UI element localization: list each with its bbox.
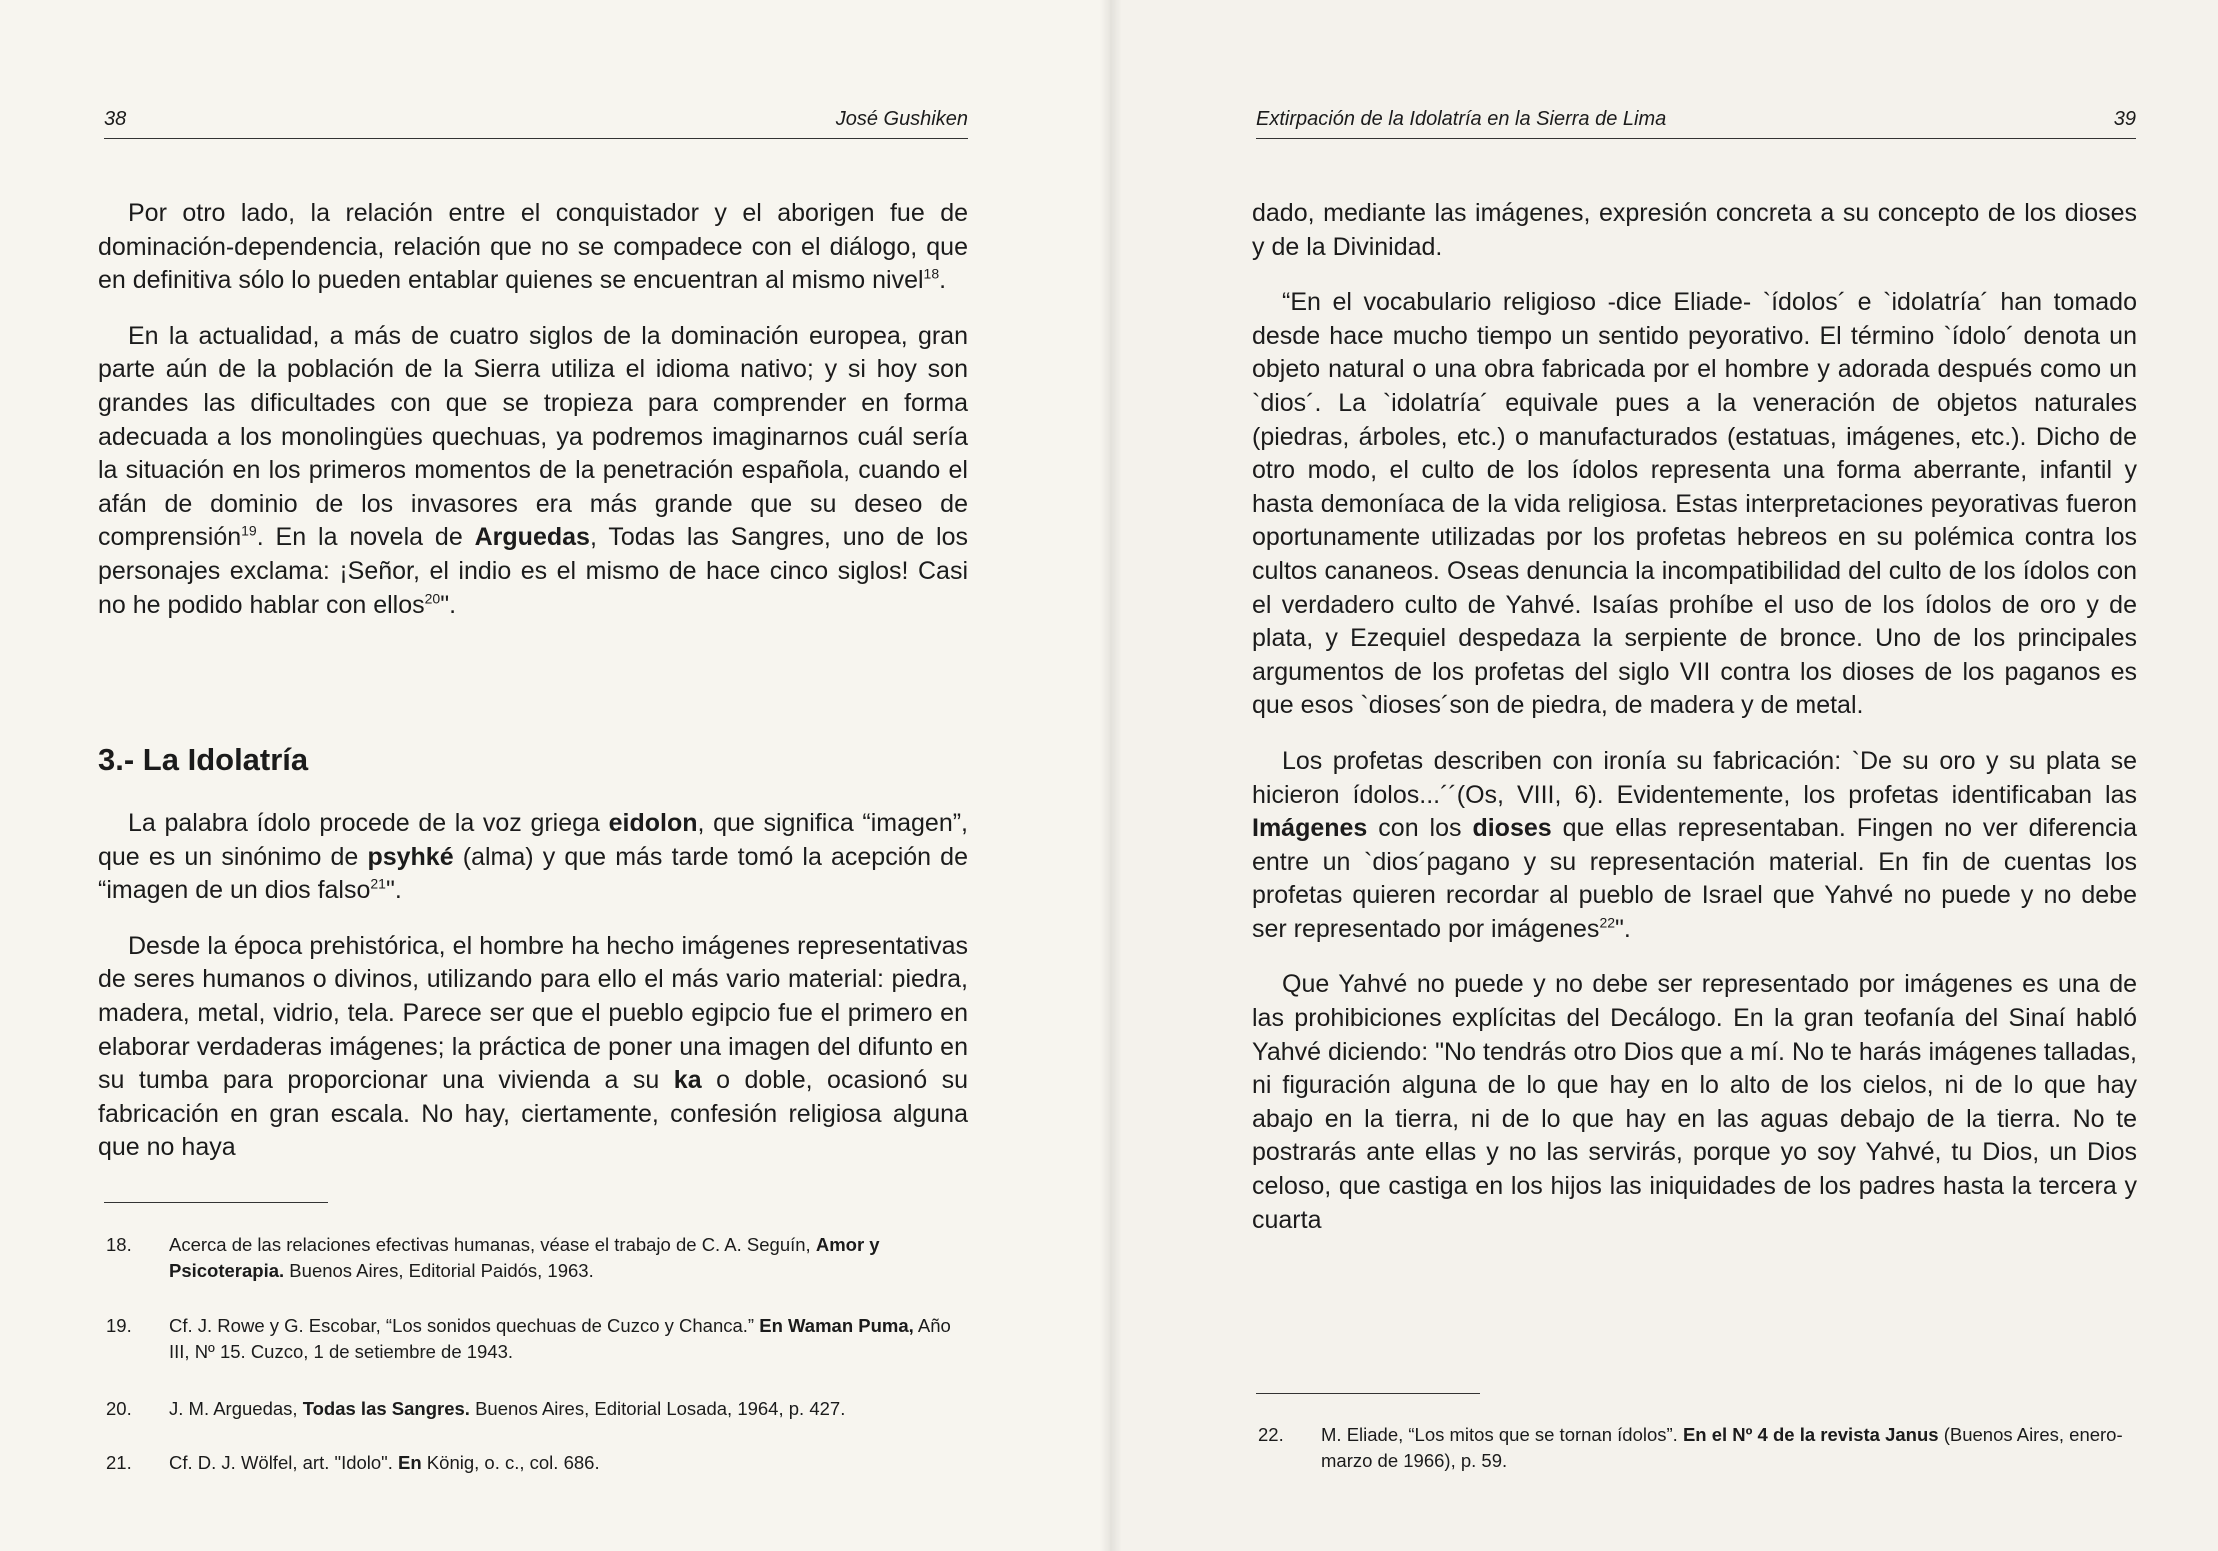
bold-term: dioses <box>1472 814 1552 843</box>
running-header <box>1256 108 2136 139</box>
footnote-ref: 22 <box>1599 914 1616 931</box>
body-text <box>1252 197 2137 1237</box>
text-run: J. M. Arguedas, <box>169 1398 303 1419</box>
bold-term: Todas las Sangres. <box>302 1398 470 1419</box>
body-text-bottom <box>98 807 968 1165</box>
text-run: , Todas las Sangres, uno de los personajes exclama: ¡Señor, el indio es el mismo de hace cinco siglos! Casi no he podido hablar con ellos <box>98 523 968 619</box>
text-run: con los <box>1367 814 1473 843</box>
text-run: . En la novela de <box>256 523 475 552</box>
footnote-text <box>169 1232 969 1284</box>
book-gutter <box>1100 0 1122 1551</box>
text-run: o doble, ocasionó su fabricación en gran escala. No hay, ciertamente, confesión religiosa alguna que no haya <box>98 1066 968 1162</box>
text-run: Los profetas describen con ironía su fabricación: `De su oro y su plata se hicieron ídolos...´´(Os, VIII, 6). Evidentemente, los profetas identificaban las <box>1252 746 2137 809</box>
footnote-number: 21. <box>106 1452 132 1473</box>
text-run: Acerca de las relaciones efectivas humanas, véase el trabajo de C. A. Seguín, <box>169 1234 816 1255</box>
text-run: Cf. D. J. Wölfel, art. "Idolo". <box>169 1452 399 1473</box>
page-number: 38 <box>104 108 127 130</box>
text-run: , que significa “imagen”, que es un sinónimo de <box>98 809 969 871</box>
footnote-divider <box>1256 1393 1480 1394</box>
footnote-text <box>169 1450 969 1476</box>
paragraph <box>1252 745 2137 947</box>
text-run: dado, mediante las imágenes, expresión concreta a su concepto de los dioses y de la Divinidad. <box>1252 199 2137 261</box>
text-run: Cf. J. Rowe y G. Escobar, “Los sonidos quechuas de Cuzco y Chanca.” <box>169 1315 760 1336</box>
footnote-number: 18. <box>106 1234 132 1255</box>
text-run: (alma) y que más tarde tomó la acepción de “imagen de un dios falso <box>98 842 968 905</box>
bold-term: Amor y Psicoterapia. <box>169 1234 880 1281</box>
running-header <box>104 108 968 139</box>
paragraph <box>1252 197 2137 264</box>
bold-term: Imágenes <box>1252 814 1368 843</box>
footnote-ref: 19 <box>241 523 257 540</box>
header-author: José Gushiken <box>835 108 968 130</box>
paragraph <box>1252 968 2137 1237</box>
paragraph <box>1252 286 2137 723</box>
text-run: En la actualidad, a más de cuatro siglos de la dominación europea, gran parte aún de la población de la Sierra utiliza el idioma nativo; y si hoy son grandes las dificultades con que se tropieza para comprender en forma adecuada a los monolingües quechuas, ya podremos imaginarnos cuál sería la situación en los primeros momentos de la penetración española, cuando el afán de dominio de los invasores era más grande que su deseo de comprensión <box>98 321 968 552</box>
text-run: ". <box>1615 914 1631 943</box>
bold-term: En <box>398 1452 422 1473</box>
footnote-text <box>169 1313 969 1365</box>
text-run: Que Yahvé no puede y no debe ser representado por imágenes es una de las prohibiciones explícitas del Decálogo. En la gran teofanía del Sinaí habló Yahvé diciendo: "No tendrás otro Dios que a mí. No te harás imágenes talladas, ni figuración alguna de lo que hay en lo alto de los cielos, ni de lo que hay abajo en la tierra, ni de lo que hay en las aguas debajo de la tierra. No te postrarás ante ellas y no las servirás, porque yo soy Yahvé, tu Dios, un Dios celoso, que castiga en los hijos las iniquidades de los padres hasta la tercera y cuarta <box>1252 970 2137 1234</box>
text-run: Año III, Nº 15. Cuzco, 1 de setiembre de 1943. <box>169 1315 951 1362</box>
footnote-divider <box>104 1202 328 1203</box>
text-run: (Buenos Aires, enero-marzo de 1966), p. 59. <box>1321 1424 2123 1471</box>
footnote-ref: 18 <box>923 265 940 282</box>
page-number: 39 <box>2113 108 2136 130</box>
paragraph <box>98 197 968 298</box>
paragraph <box>98 807 968 908</box>
text-run: . <box>939 266 947 295</box>
header-title: Extirpación de la Idolatría en la Sierra de Lima <box>1256 108 1667 130</box>
text-run: König, o. c., col. 686. <box>421 1452 600 1473</box>
text-run: Buenos Aires, Editorial Paidós, 1963. <box>284 1260 594 1281</box>
bold-term: ka <box>673 1066 702 1095</box>
section-heading: 3.- La Idolatría <box>98 742 309 777</box>
footnote-ref: 21 <box>370 875 386 892</box>
right-page <box>1110 0 2218 1551</box>
bold-term: Janus <box>1885 1424 1939 1445</box>
text-run: que ellas representaban. Fingen no ver diferencia entre un `dios´pagano y su representación material. En fin de cuentas los profetas quieren recordar al pueblo de Israel que Yahvé no puede y no debe ser representado por imágenes <box>1252 814 2137 943</box>
body-text-top <box>98 197 968 622</box>
text-run: Desde la época prehistórica, el hombre ha hecho imágenes representativas de seres humanos o divinos, utilizando para ello el más vario material: piedra, madera, metal, vidrio, tela. Parece ser que el pueblo egipcio fue el primero en elaborar verdaderas imágenes; la práctica de poner una imagen del difunto en su tumba para proporcionar una vivienda a su <box>98 931 968 1095</box>
footnote-number: 19. <box>106 1315 132 1336</box>
bold-term: eidolon <box>608 809 698 837</box>
text-run: ". <box>385 876 402 905</box>
paragraph <box>98 930 968 1165</box>
text-run: Buenos Aires, Editorial Losada, 1964, p. 427. <box>469 1398 846 1419</box>
footnote-number: 22. <box>1258 1424 1284 1445</box>
bold-term: psyhké <box>367 842 454 871</box>
bold-term: Arguedas <box>474 523 590 552</box>
bold-term: En Waman Puma, <box>759 1315 914 1336</box>
text-run: La palabra ídolo procede de la voz griega <box>128 809 609 837</box>
footnote-ref: 20 <box>424 590 441 607</box>
footnote-number: 20. <box>106 1398 132 1419</box>
footnote-text <box>1321 1422 2141 1474</box>
paragraph <box>98 320 968 622</box>
text-run: Por otro lado, la relación entre el conquistador y el aborigen fue de dominación-dependencia, relación que no se compadece con el diálogo, que en definitiva sólo lo pueden entablar quienes se encuentran al mismo nivel <box>98 199 968 295</box>
text-run: ". <box>440 590 457 619</box>
bold-term: En el Nº 4 de la revista <box>1682 1424 1880 1445</box>
text-run: “En el vocabulario religioso -dice Eliade- `ídolos´ e `idolatría´ han tomado desde hace mucho tiempo un sentido peyorativo. El término `ídolo´ denota un objeto natural o una obra fabricada por el hombre y adorada después como un `dios´. La `idolatría´ equivale pues a la veneración de objetos naturales (piedras, árboles, etc.) o manufacturados (estatuas, imágenes, etc.). Dicho de otro modo, el culto de los ídolos representa una forma aberrante, infantil y hasta demoníaca de la vida religiosa. Estas interpretaciones peyorativas fueron oportunamente utilizadas por los profetas hebreos en su polémica contra los cultos cananeos. Oseas denuncia la incompatibilidad del culto de los ídolos con el verdadero culto de Yahvé. Isaías prohíbe el uso de los ídolos de oro y de plata, y Ezequiel despedaza la serpiente de bronce. Uno de los principales argumentos de los profetas del siglo VII contra los dioses de los paganos es que esos `dioses´son de piedra, de madera y de metal. <box>1252 288 2137 720</box>
text-run: M. Eliade, “Los mitos que se tornan ídolos”. <box>1321 1424 1683 1445</box>
footnote-text <box>169 1396 969 1422</box>
